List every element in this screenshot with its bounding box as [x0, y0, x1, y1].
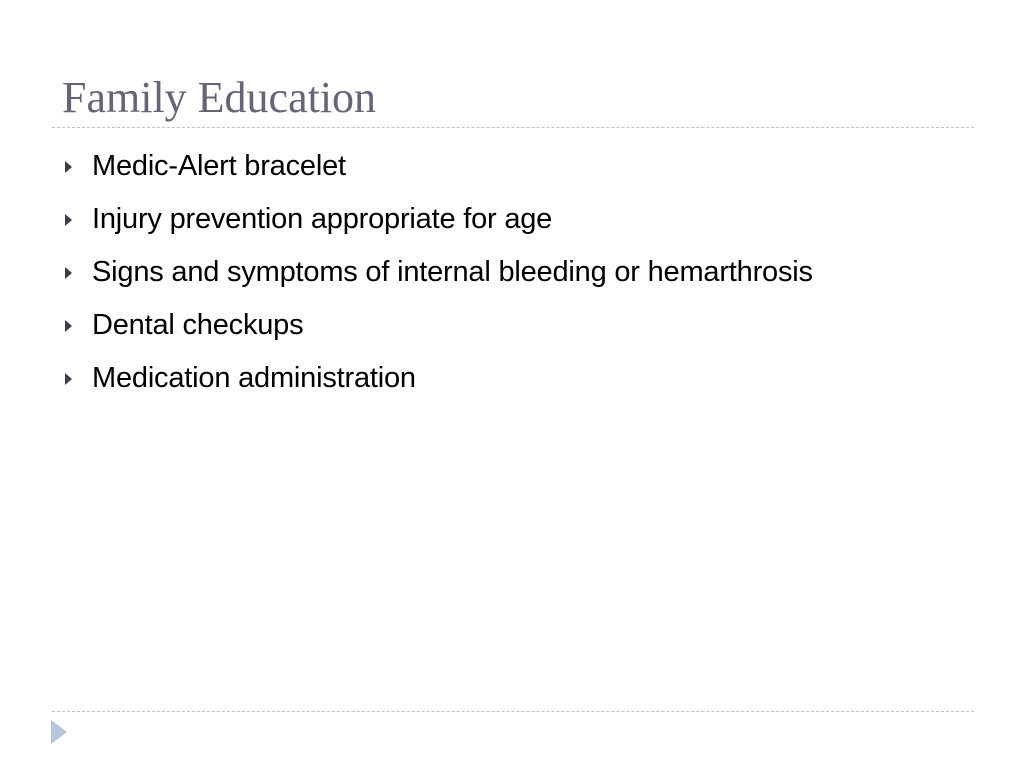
- bullet-item: [62, 352, 813, 405]
- bullet-item: [62, 246, 813, 299]
- bullet-text: Signs and symptoms of internal bleeding or hemarthrosis: [92, 256, 813, 288]
- bullet-text: Medic-Alert bracelet: [92, 150, 346, 182]
- bullet-text: Injury prevention appropriate for age: [92, 203, 553, 235]
- slide-title: Family Education: [62, 73, 377, 122]
- triangle-right-icon: [65, 214, 72, 226]
- triangle-right-icon: [65, 373, 72, 385]
- bullet-item: [62, 140, 813, 193]
- bullet-text: Dental checkups: [92, 309, 304, 341]
- bullet-list: [62, 140, 813, 405]
- title-divider: [52, 127, 974, 128]
- triangle-right-icon: [65, 267, 72, 279]
- bullet-text: Medication administration: [92, 362, 416, 394]
- bullet-item: [62, 193, 813, 246]
- triangle-right-icon: [65, 161, 72, 173]
- bullet-item: [62, 299, 813, 352]
- triangle-right-icon: [65, 320, 72, 332]
- footer-triangle-right-icon: [51, 720, 67, 744]
- footer-divider: [52, 711, 974, 712]
